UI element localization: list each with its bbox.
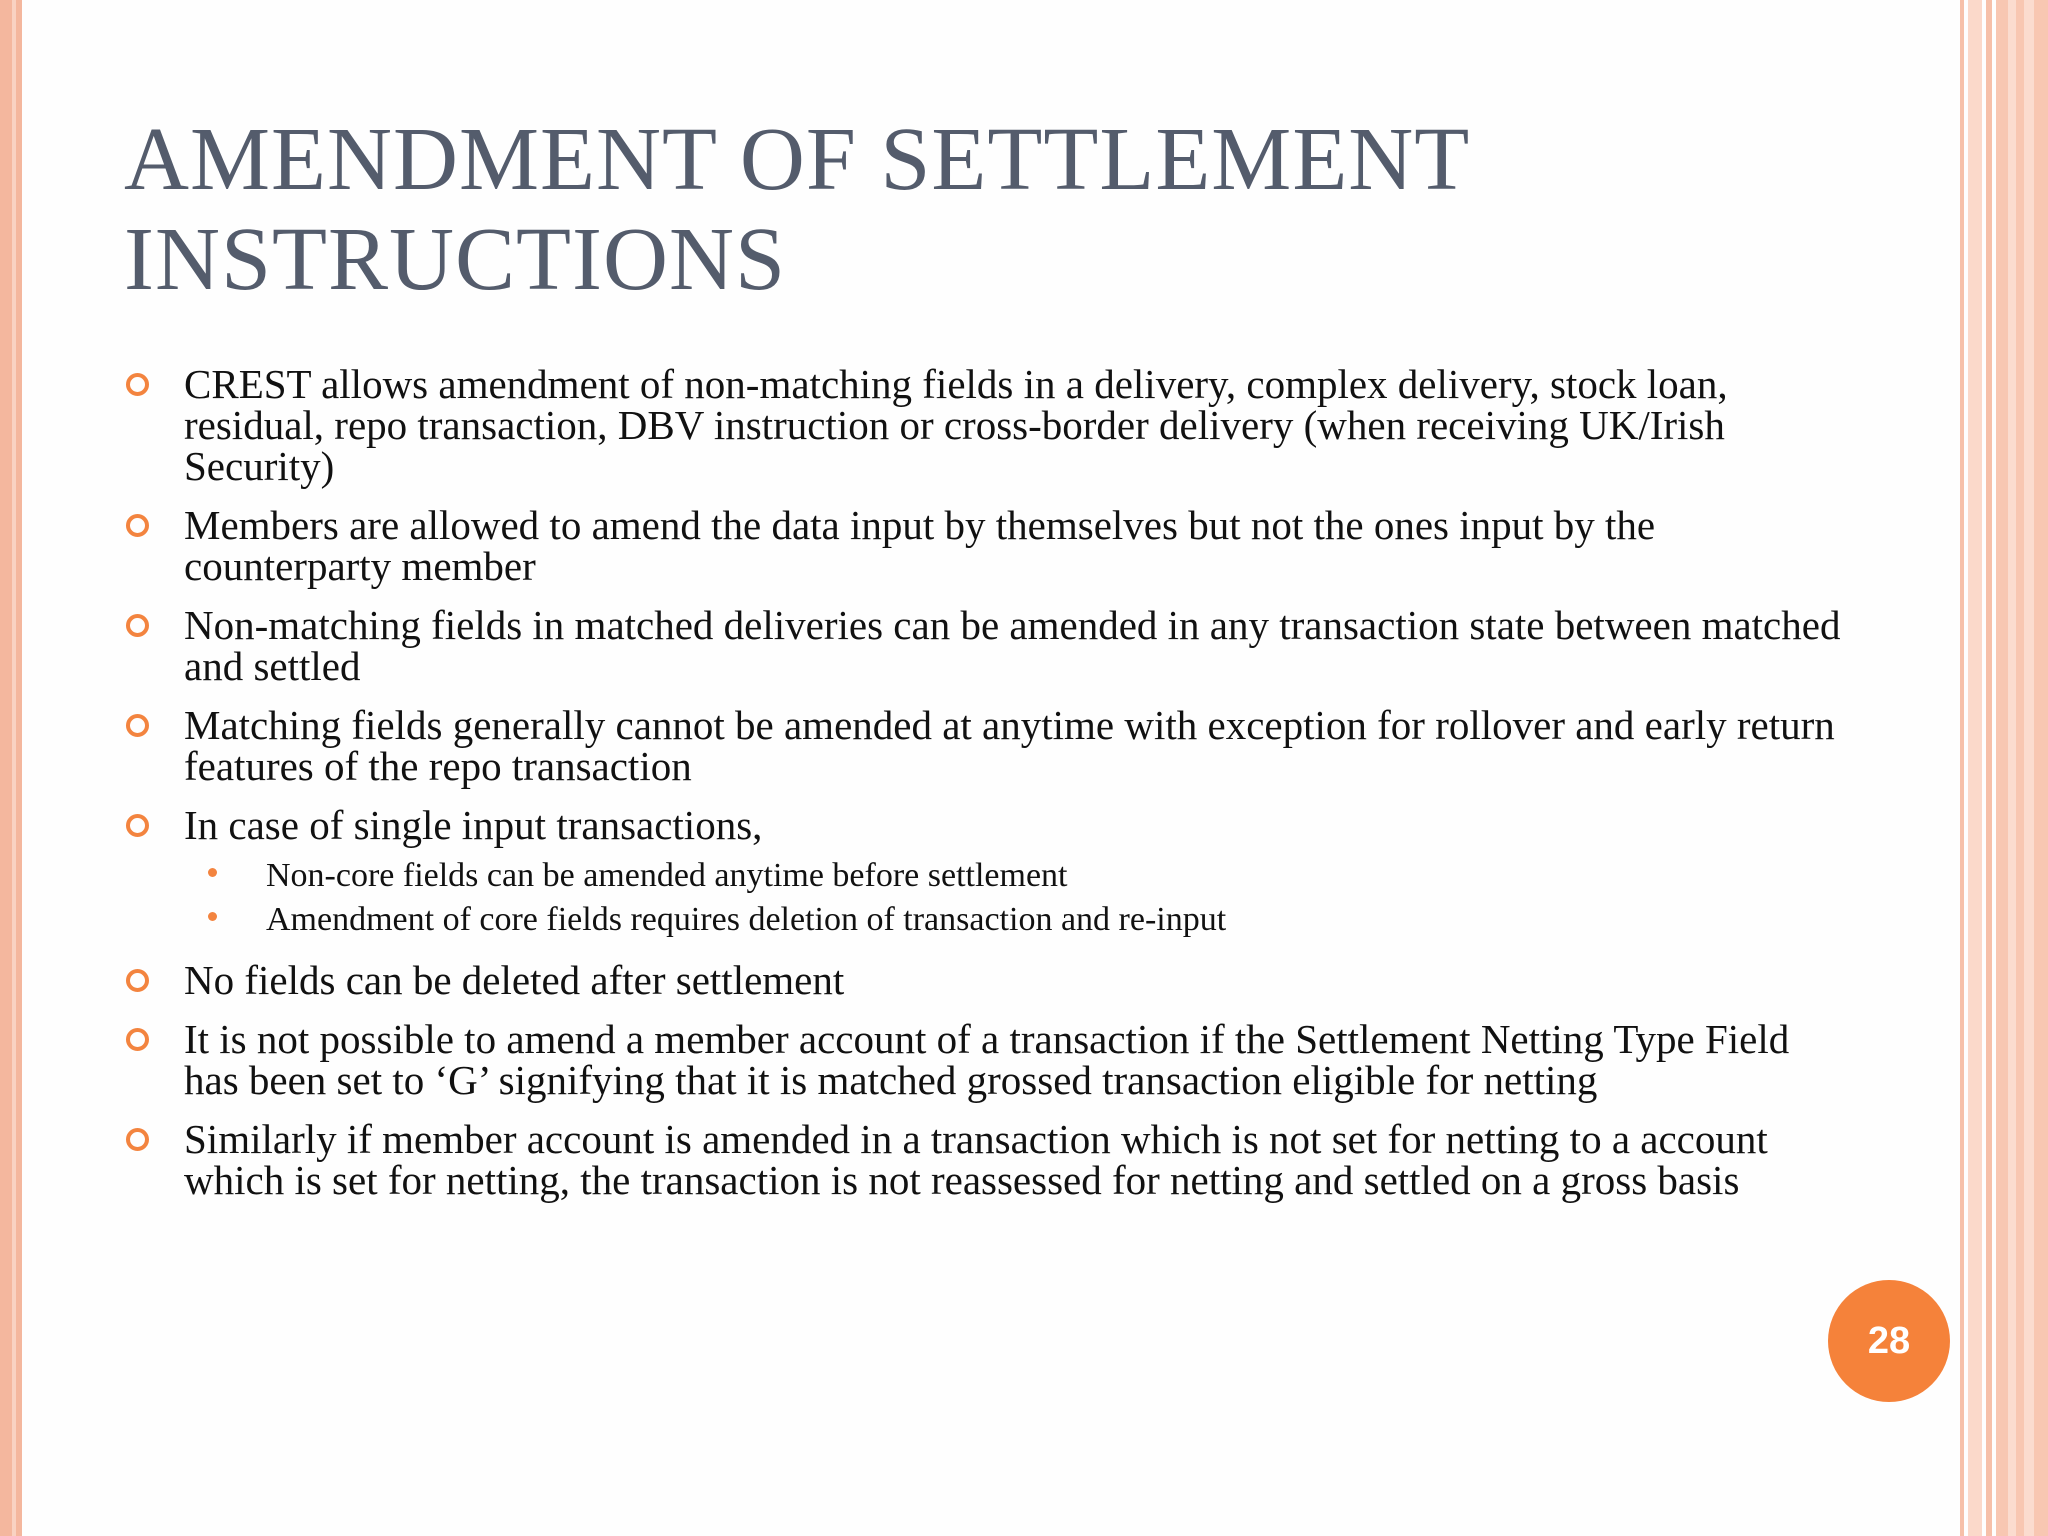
bullet-text: Non-matching fields in matched deliveries can be amended in any transaction state between matched and settled [184,602,1841,689]
right-border-stripe [1960,0,1964,1536]
bullet-text: No fields can be deleted after settlement [184,957,845,1003]
hollow-circle-icon [126,514,149,537]
right-border-stripe [1996,0,2048,1536]
list-item [124,1116,1844,1203]
hollow-circle-icon [126,969,149,992]
sub-bullet-list [184,854,1844,942]
page-number: 28 [1867,1319,1911,1362]
bullet-list [124,361,1844,1219]
bullet-text: Members are allowed to amend the data input by themselves but not the ones input by the counterparty member [184,502,1656,589]
hollow-circle-icon [126,714,149,737]
list-item [124,361,1844,489]
title-line: INSTRUCTIONS [124,210,787,309]
list-item [124,702,1844,789]
bullet-text: CREST allows amendment of non-matching fields in a delivery, complex delivery, stock loan, residual, repo transaction, DBV instruction or cross-border delivery (when receiving UK/Irish Security) [184,361,1728,489]
sub-list-item [184,898,1844,942]
right-border-stripe [1968,0,1982,1536]
filled-dot-icon [208,868,217,877]
title-line: AMENDMENT OF SETTLEMENT [124,110,1471,209]
left-border-stripe [12,0,16,1536]
bullet-text: It is not possible to amend a member account of a transaction if the Settlement Netting Type Field has been set to ‘G’ signifying that it is matched grossed transaction eligible for netting [184,1016,1790,1103]
hollow-circle-icon [126,1128,149,1151]
slide-title [124,110,1824,310]
left-border-decoration [0,0,22,1536]
list-item [124,602,1844,689]
right-border-stripe [2024,0,2034,1536]
sub-list-item [184,854,1844,898]
page-number-badge [1828,1280,1950,1402]
list-item [124,502,1844,589]
bullet-text: Matching fields generally cannot be amended at anytime with exception for rollover and early return features of the repo transaction [184,702,1835,789]
sub-bullet-text: Amendment of core fields requires deletion of transaction and re-input [266,901,1227,938]
bullet-text: Similarly if member account is amended in a transaction which is not set for netting to a account which is set for netting, the transaction is not reassessed for netting and settled on a gross basis [184,1116,1768,1203]
hollow-circle-icon [126,814,149,837]
sub-bullet-text: Non-core fields can be amended anytime before settlement [266,857,1068,894]
right-border-stripe [2008,0,2016,1536]
bullet-text: In case of single input transactions, [184,802,763,848]
hollow-circle-icon [126,373,149,396]
right-border-stripe [1986,0,1992,1536]
list-item [124,802,1844,942]
filled-dot-icon [208,912,217,921]
list-item [124,957,1844,1003]
hollow-circle-icon [126,614,149,637]
hollow-circle-icon [126,1028,149,1051]
list-item [124,1016,1844,1103]
